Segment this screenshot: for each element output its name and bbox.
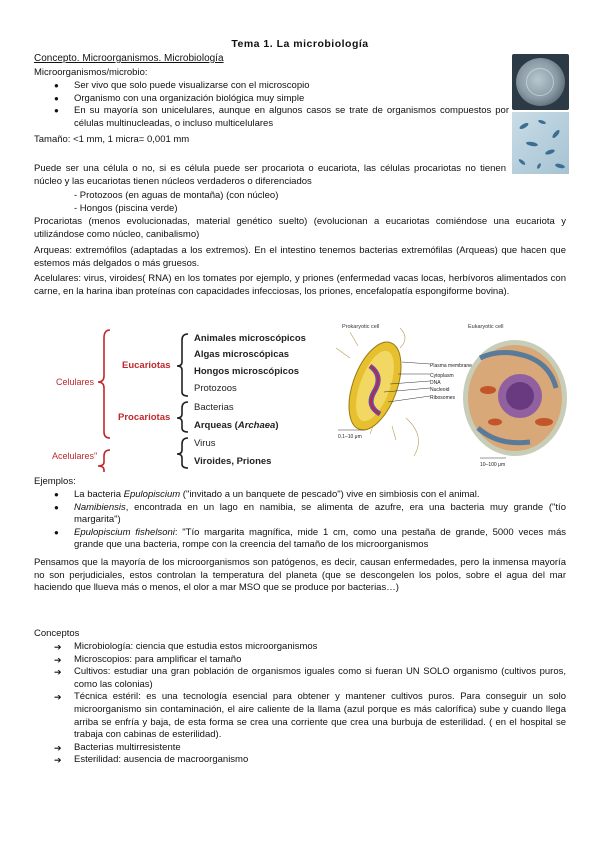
intro-heading: Microorganismos/microbio: [34, 67, 148, 78]
intro-list [34, 80, 509, 130]
euk-item: Hongos microscópicos [194, 366, 300, 377]
cell-label: Ribosomes [430, 395, 456, 401]
list-item: ➔ Microscopios: para amplificar el tamaño [34, 654, 566, 667]
para-patogenos: Pensamos que la mayoría de los microorganismos son patógenos, es decir, causan enfermedades, pero la inmensa mayoría no son perjudiciales, estos controlan la temperatura del planeta (que se descongelen los polos, sobre el agua del mar haciendo que llueva más o menos, el olor a mar MSO que se produce por bacterias…) [34, 557, 566, 594]
prok-item: Arqueas (Archaea) [194, 420, 279, 431]
bacteria-micrograph [512, 112, 569, 174]
list-item: ➔ Técnica estéril: es una tecnología esencial para obtener y mantener cultivos puros. Para conseguir un solo microorganismo sin contaminación, el aire caliente de la llama (azul porque es más calorífica) sube y cuando llega arriba se enfría y baja, de esta forma se crea una corriente que crea una burbuja de esterilidad. ( en el hospital se trabaja con cabinas de esterilidad). [34, 691, 566, 741]
euk-cell-title: Eukaryotic cell [468, 324, 504, 330]
list-item: ● Epulopiscium fishelsoni: "Tío margarita magnífica, mide 1 cm, como una pestaña de grande, 5000 veces más grande que una bacteria, rompe con la creencia del tamaño de los microorganismos [34, 527, 566, 552]
petri-dish-photo [512, 54, 569, 110]
section-subtitle: Concepto. Microorganismos. Microbiología [34, 53, 224, 64]
page-title: Tema 1. La microbiología [231, 38, 369, 50]
list-item: ● Organismo con una organización biológica muy simple [34, 93, 509, 106]
para-arqueas: Arqueas: extremófilos (adaptadas a los extremos). En el intestino tenemos bacterias extremófilas (Arqueas) que hacen que estemos más delgados o más gruesos. [34, 245, 566, 269]
list-item: ➔ Bacterias multirresistente [34, 742, 566, 755]
ejemplos-heading: Ejemplos: [34, 476, 76, 487]
list-item: ● En su mayoría son unicelulares, aunque en algunos casos se trate de organismos compuestos por células multinucleadas, o incluso multicelulares [34, 105, 509, 130]
label-celulares: Celulares [56, 377, 95, 387]
acel-item: Virus [194, 438, 216, 449]
prok-cell-title: Prokaryotic cell [342, 324, 380, 330]
conceptos-heading: Conceptos [34, 628, 80, 639]
size-text: Tamaño: <1 mm, 1 micra= 0,001 mm [34, 134, 190, 145]
para-acelulares: Acelulares: virus, viroides( RNA) en los tomates por ejemplo, y priones (enfermedad vacas locas, herbívoros alimentados con carne, en la harina iban proteínas con capacidades infecciosas, los priones, encefalopatía espongiforme bovina). [34, 273, 566, 297]
euk-item: Protozoos [194, 383, 237, 394]
list-item: ➔ Microbiología: ciencia que estudia estos microorganismos [34, 641, 566, 654]
euk-item: Animales microscópicos [194, 333, 306, 344]
euk-item: Algas microscópicas [194, 349, 290, 360]
para-cell-types: Puede ser una célula o no, si es célula puede ser procariota o eucariota, las células procariotas no tienen núcleo y las eucariotas tienen núcleos verdaderos o diferenciados [34, 163, 506, 187]
cell-label: Plasma membrane [430, 363, 472, 369]
cell-label: Nucleoid [430, 387, 450, 393]
classification-diagram [34, 328, 324, 474]
cell-comparison-figure [330, 318, 575, 466]
list-item: ➔ Cultivos: estudiar una gran población de organismos iguales como si fueran UN SOLO organismo (cultivos puros, como las colonias) [34, 666, 566, 691]
conceptos-list [34, 641, 566, 767]
cell-label: DNA [430, 380, 441, 386]
label-acelulares: Acelulares" [52, 451, 98, 461]
list-item: ● Namibiensis, encontrada en un lago en namibia, se alimenta de azufre, era una bacteria muy grande ("tío margarita") [34, 502, 566, 527]
list-item: ➔ Esterilidad: ausencia de macroorganismo [34, 754, 566, 767]
scale-label: 0.1–10 μm [338, 434, 362, 440]
scale-label: 10–100 μm [480, 462, 506, 468]
dash-item: - Protozoos (en aguas de montaña) (con núcleo) [74, 190, 279, 201]
prok-item: Bacterias [194, 402, 234, 413]
dash-item: - Hongos (piscina verde) [74, 203, 178, 214]
label-eucariotas: Eucariotas [122, 360, 171, 371]
label-procariotas: Procariotas [118, 412, 171, 423]
para-procariotas: Procariotas (menos evolucionadas, material genético suelto) (evolucionan a eucariotas comiéndose una eucariota y utilizándose como núcleo, canibalismo) [34, 216, 566, 240]
ejemplos-list [34, 489, 566, 552]
cell-label: Cytoplasm [430, 373, 454, 379]
list-item: ● La bacteria Epulopiscium ("invitado a un banquete de pescado") vive en simbiosis con el animal. [34, 489, 566, 502]
acel-item: Viroides, Priones [194, 456, 272, 467]
list-item: ● Ser vivo que solo puede visualizarse con el microscopio [34, 80, 509, 93]
